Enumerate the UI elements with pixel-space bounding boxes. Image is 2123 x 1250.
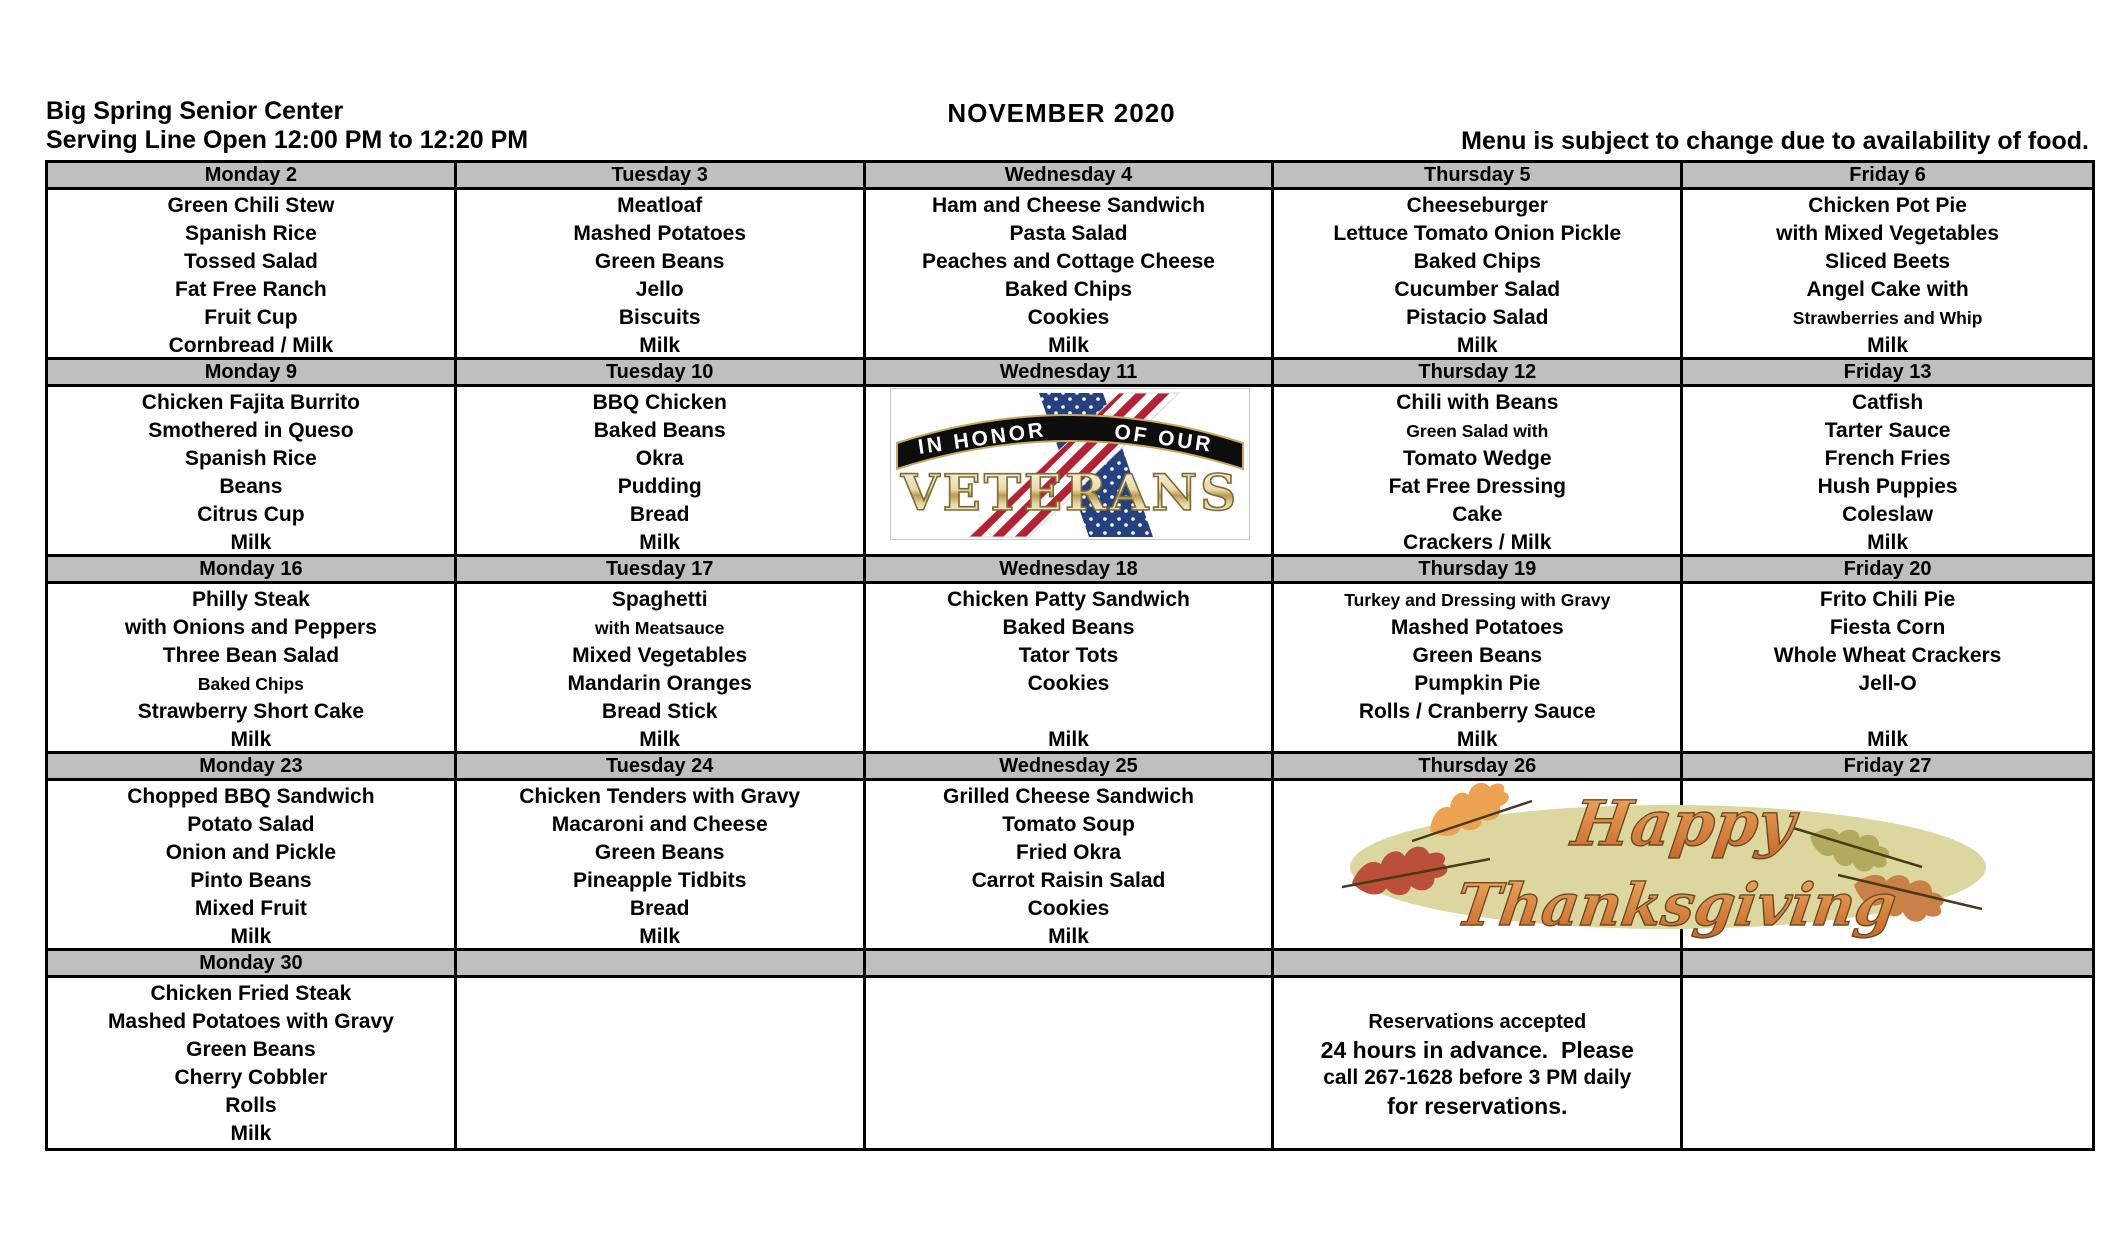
menu-item: Catfish <box>1851 391 1924 414</box>
menu-item: Biscuits <box>618 306 701 329</box>
menu-cell-tuesday-10 <box>457 387 866 557</box>
day-header-empty-4-2 <box>866 951 1275 978</box>
menu-item: Spanish Rice <box>184 447 317 470</box>
menu-item: Green Beans <box>1412 644 1543 667</box>
menu-item: with Onions and Peppers <box>124 616 377 639</box>
menu-item: Spaghetti <box>611 588 708 611</box>
menu-cell-monday-23 <box>48 781 457 951</box>
menu-cell-empty-4-4 <box>1683 978 2092 1148</box>
menu-item: Fruit Cup <box>204 306 298 329</box>
menu-item: Pasta Salad <box>1009 222 1128 245</box>
day-header-monday-9: Monday 9 <box>48 360 457 387</box>
day-header-wednesday-4: Wednesday 4 <box>866 163 1275 190</box>
menu-item: Baked Chips <box>1004 278 1133 301</box>
day-header-thursday-5: Thursday 5 <box>1274 163 1683 190</box>
menu-item: Angel Cake with <box>1806 278 1969 301</box>
menu-item: Fiesta Corn <box>1829 616 1946 639</box>
menu-item: Mashed Potatoes <box>573 222 747 245</box>
menu-item: Milk <box>1456 728 1498 751</box>
menu-item: Green Beans <box>186 1038 316 1061</box>
menu-item: Fat Free Dressing <box>1388 475 1566 498</box>
thanks-line2: Thanksgiving <box>1452 870 1901 939</box>
menu-item: Milk <box>230 728 272 751</box>
menu-cell-monday-2 <box>48 190 457 360</box>
day-header-tuesday-3: Tuesday 3 <box>457 163 866 190</box>
menu-cell-friday-20 <box>1683 584 2092 754</box>
menu-item: Mashed Potatoes with Gravy <box>107 1010 394 1033</box>
menu-item: Onion and Pickle <box>165 841 337 864</box>
menu-item: Chicken Pot Pie <box>1808 194 1967 217</box>
menu-cell-empty-4-3 <box>1274 978 1683 1148</box>
veterans-word: VETERANS <box>900 463 1240 522</box>
menu-item: Milk <box>1867 728 1908 751</box>
menu-item: Milk <box>1867 334 1908 357</box>
menu-item: Baked Chips <box>197 674 304 694</box>
blank-line <box>1274 980 1680 1008</box>
day-header-tuesday-10: Tuesday 10 <box>457 360 866 387</box>
menu-item: Fat Free Ranch <box>175 278 327 301</box>
menu-item: Cookies <box>1027 306 1110 329</box>
day-header-monday-2: Monday 2 <box>48 163 457 190</box>
menu-item: Strawberries and Whip <box>1792 308 1983 328</box>
menu-item: Tarter Sauce <box>1824 419 1951 442</box>
menu-item: Mandarin Oranges <box>567 672 752 695</box>
menu-cell-monday-9 <box>48 387 457 557</box>
thanksgiving-icon <box>1342 779 1994 945</box>
menu-item: Potato Salad <box>187 813 315 836</box>
day-header-wednesday-18: Wednesday 18 <box>866 557 1275 584</box>
day-header-friday-13: Friday 13 <box>1683 360 2092 387</box>
menu-item: Mixed Fruit <box>194 897 307 920</box>
menu-item: French Fries <box>1824 447 1951 470</box>
serving-line: Serving Line Open 12:00 PM to 12:20 PM <box>46 126 529 154</box>
menu-item: Cherry Cobbler <box>174 1066 328 1089</box>
menu-item: Reservations accepted <box>1368 1011 1587 1033</box>
menu-item: Milk <box>230 925 272 948</box>
menu-item: Milk <box>230 531 272 554</box>
menu-item: with Mixed Vegetables <box>1776 222 2000 245</box>
menu-item: Three Bean Salad <box>162 644 340 667</box>
menu-item: Turkey and Dressing with Gravy <box>1344 590 1611 610</box>
menu-cell-tuesday-24 <box>457 781 866 951</box>
menu-item: Whole Wheat Crackers <box>1773 644 2002 667</box>
menu-item: Milk <box>1048 728 1089 751</box>
menu-table <box>45 160 2095 1151</box>
menu-item: Milk <box>1048 334 1089 357</box>
menu-item: Bread <box>629 897 690 920</box>
menu-item: Bread Stick <box>601 700 718 723</box>
menu-item: Milk <box>639 531 681 554</box>
day-header-empty-4-3 <box>1274 951 1683 978</box>
menu-item: Chicken Fried Steak <box>150 982 352 1005</box>
day-header-monday-16: Monday 16 <box>48 557 457 584</box>
menu-item: Carrot Raisin Salad <box>971 869 1166 892</box>
veterans-ribbon-icon <box>891 389 1249 539</box>
day-header-thursday-19: Thursday 19 <box>1274 557 1683 584</box>
menu-item: Mixed Vegetables <box>572 644 748 667</box>
menu-item: Milk <box>1048 925 1089 948</box>
day-header-friday-20: Friday 20 <box>1683 557 2092 584</box>
menu-item: 24 hours in advance. Please <box>1320 1037 1634 1063</box>
menu-item: Baked Beans <box>593 419 726 442</box>
menu-item: Cookies <box>1027 897 1110 920</box>
menu-item: Philly Steak <box>191 588 310 611</box>
menu-cell-tuesday-17 <box>457 584 866 754</box>
day-header-monday-30: Monday 30 <box>48 951 457 978</box>
menu-item: Pineapple Tidbits <box>572 869 747 892</box>
menu-item: Cucumber Salad <box>1394 278 1561 301</box>
menu-item: Chicken Fajita Burrito <box>141 391 360 414</box>
menu-item: Tator Tots <box>1018 644 1119 667</box>
day-header-friday-27: Friday 27 <box>1683 754 2092 781</box>
thanks-line1: Happy <box>1567 787 1800 860</box>
menu-item: Tomato Soup <box>1002 813 1135 836</box>
menu-cell-monday-16 <box>48 584 457 754</box>
menu-cell-wednesday-18 <box>866 584 1275 754</box>
menu-item: Peaches and Cottage Cheese <box>922 250 1215 273</box>
day-header-friday-6: Friday 6 <box>1683 163 2092 190</box>
blank-line <box>1683 698 2092 726</box>
menu-item: Chopped BBQ Sandwich <box>127 785 375 808</box>
menu-item: Green Beans <box>594 841 725 864</box>
menu-item: Baked Beans <box>1002 616 1135 639</box>
menu-item: Macaroni and Cheese <box>551 813 768 836</box>
menu-item: Citrus Cup <box>197 503 305 526</box>
menu-item: Spanish Rice <box>184 222 317 245</box>
blank-line <box>866 698 1272 726</box>
menu-cell-monday-30 <box>48 978 457 1148</box>
menu-item: Smothered in Queso <box>148 419 354 442</box>
menu-item: Jello <box>635 278 684 301</box>
banner-text-right: OF OUR <box>1112 420 1215 457</box>
menu-item: Pumpkin Pie <box>1414 672 1541 695</box>
menu-item: Rolls / Cranberry Sauce <box>1358 700 1596 723</box>
menu-cell-wednesday-25 <box>866 781 1275 951</box>
menu-item: Chicken Patty Sandwich <box>947 588 1190 611</box>
day-header-empty-4-4 <box>1683 951 2092 978</box>
menu-item: Milk <box>639 334 681 357</box>
menu-item: Jell-O <box>1858 672 1917 695</box>
menu-item: Cornbread / Milk <box>168 334 334 357</box>
thanksgiving-graphic <box>1342 779 1994 945</box>
menu-item: Milk <box>1456 334 1498 357</box>
day-header-wednesday-11: Wednesday 11 <box>866 360 1275 387</box>
menu-item: Milk <box>1867 531 1908 554</box>
day-header-empty-4-1 <box>457 951 866 978</box>
menu-item: Baked Chips <box>1413 250 1541 273</box>
menu-cell-empty-4-2 <box>866 978 1275 1148</box>
menu-item: Grilled Cheese Sandwich <box>943 785 1194 808</box>
org-name: Big Spring Senior Center <box>46 97 344 125</box>
menu-item: Frito Chili Pie <box>1819 588 1956 611</box>
menu-item: Pinto Beans <box>190 869 312 892</box>
menu-cell-thursday-19 <box>1274 584 1683 754</box>
menu-cell-thursday-12 <box>1274 387 1683 557</box>
menu-item: Pistacio Salad <box>1406 306 1549 329</box>
menu-item: for reservations. <box>1387 1093 1568 1119</box>
menu-item: Green Beans <box>594 250 725 273</box>
menu-item: Milk <box>639 728 681 751</box>
menu-cell-friday-13 <box>1683 387 2092 557</box>
menu-cell-thursday-5 <box>1274 190 1683 360</box>
menu-cell-wednesday-4 <box>866 190 1275 360</box>
menu-item: Green Salad with <box>1406 421 1549 441</box>
day-header-thursday-12: Thursday 12 <box>1274 360 1683 387</box>
menu-item: Coleslaw <box>1842 503 1934 526</box>
menu-item: Chili with Beans <box>1396 391 1559 414</box>
menu-item: Lettuce Tomato Onion Pickle <box>1333 222 1622 245</box>
menu-item: Milk <box>230 1122 272 1145</box>
menu-item: BBQ Chicken <box>592 391 727 414</box>
menu-item: Cake <box>1452 503 1503 526</box>
menu-item: Crackers / Milk <box>1403 531 1552 554</box>
menu-item: Ham and Cheese Sandwich <box>931 194 1206 217</box>
menu-item: Hush Puppies <box>1817 475 1958 498</box>
veterans-day-graphic <box>890 388 1250 540</box>
day-header-tuesday-17: Tuesday 17 <box>457 557 866 584</box>
menu-item: Pudding <box>617 475 702 498</box>
menu-item: Cheeseburger <box>1406 194 1548 217</box>
menu-item: Chicken Tenders with Gravy <box>519 785 801 808</box>
menu-item: Fried Okra <box>1015 841 1122 864</box>
availability-note: Menu is subject to change due to availability of food. <box>1461 127 2089 155</box>
menu-item: Bread <box>629 503 690 526</box>
menu-item: Tossed Salad <box>183 250 318 273</box>
day-header-tuesday-24: Tuesday 24 <box>457 754 866 781</box>
menu-item: Mashed Potatoes <box>1390 616 1564 639</box>
menu-item: Beans <box>219 475 283 498</box>
menu-item: Milk <box>639 925 681 948</box>
menu-item: Cookies <box>1027 672 1110 695</box>
menu-item: Strawberry Short Cake <box>137 700 365 723</box>
menu-item: Meatloaf <box>617 194 703 217</box>
menu-item: Green Chili Stew <box>167 194 335 217</box>
banner-text-left: IN HONOR <box>916 418 1048 459</box>
menu-item: Tomato Wedge <box>1403 447 1552 470</box>
menu-item: with Meatsauce <box>595 618 725 638</box>
menu-cell-tuesday-3 <box>457 190 866 360</box>
menu-cell-empty-4-1 <box>457 978 866 1148</box>
day-header-wednesday-25: Wednesday 25 <box>866 754 1275 781</box>
menu-item: Rolls <box>225 1094 277 1117</box>
menu-item: Okra <box>635 447 684 470</box>
menu-cell-friday-6 <box>1683 190 2092 360</box>
menu-item: Sliced Beets <box>1825 250 1951 273</box>
day-header-monday-23: Monday 23 <box>48 754 457 781</box>
month-title: NOVEMBER 2020 <box>947 98 1176 128</box>
day-header-thursday-26: Thursday 26 <box>1274 754 1683 781</box>
menu-item: call 267-1628 before 3 PM daily <box>1323 1066 1632 1089</box>
